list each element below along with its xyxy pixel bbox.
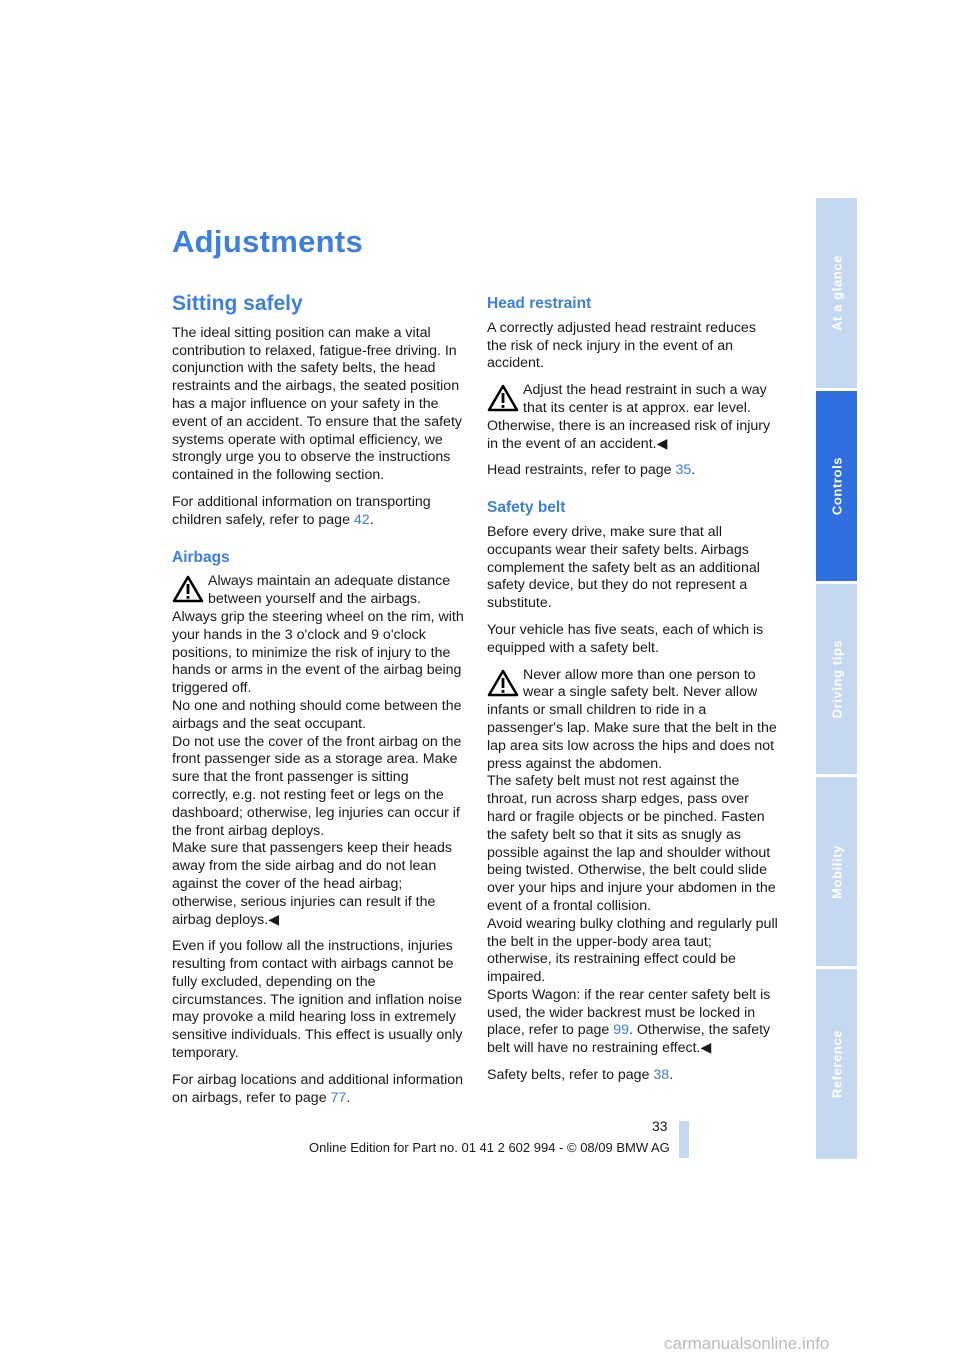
belt-warning-p4: Sports Wagon: if the rear center safety belt is used, the wider backrest must be locked in place, refer to page 99. Otherwise, the safety belt will have no restraining effect.◀ [487,986,771,1057]
page-link-38[interactable]: 38 [653,1067,670,1084]
safety-belt-text-1: Before every drive, make sure that all occupants wear their safety belts. Airbags complement the safety belt as an additional safety device, but they do not represent a substitute. [487,523,760,612]
belt-warning-p1: Never allow more than one person to wear a single safety belt. Never allow infants or small children to ride in a passenger's lap. Make sure that the belt in the lap area sits low across the hips and does not press against the abdomen. [487,666,777,772]
safety-belt-warning [487,667,779,1059]
sitting-intro: The ideal sitting position can make a vital contribution to relaxed, fatigue-free driving. In conjunction with the safety belts, the head restraints and the airbags, the seated position has a major influence on your safety in the event of an accident. To ensure that the safety systems operate with optimal efficiency, we strongly urge you to observe the instructions contained in the following section. [172,324,462,484]
safety-belt-heading: Safety belt [487,499,566,517]
tab-reference[interactable]: Reference [816,969,857,1159]
child-safety-ref: For additional information on transporting children safely, refer to page 42. [172,493,431,528]
belt-warning-p2: The safety belt must not rest against the throat, run across sharp edges, pass over hard or fragile objects or be pinched. Fasten the safety belt so that it sits as snugly as possible against the lap and shoulder without being twisted. Otherwise, the belt could slide over your hips and injure your abdomen in the event of a frontal collision. [487,773,776,914]
airbags-warning-p1: Always maintain an adequate distance between yourself and the airbags. Always grip the steering wheel on the rim, with your hands in the 3 o'clock and 9 o'clock positions, to minimize the risk of injury to the hands or arms in the event of the airbag being triggered off. [172,573,464,697]
warning-icon [487,669,519,697]
sitting-safely-heading: Sitting safely [172,292,303,315]
airbags-warning-p4: Make sure that passengers keep their heads away from the side airbag and do not lean against the cover of the head airbag; otherwise, serious injuries can result if the airbag deploys.◀ [172,840,452,928]
warning-icon [487,384,519,412]
page-link-35[interactable]: 35 [675,462,692,479]
left-column [172,290,464,1116]
page-link-77[interactable]: 77 [330,1089,347,1106]
safety-belt-text-2: Your vehicle has five seats, each of which is equipped with a safety belt. [487,621,764,656]
tab-driving-tips[interactable]: Driving tips [816,584,857,774]
airbag-locations-ref: For airbag locations and additional information on airbags, refer to page 77. [172,1071,464,1106]
watermark: carmanualsonline.info [664,1334,830,1353]
right-column [487,290,779,1094]
head-restraint-ref: Head restraints, refer to page 35. [487,462,696,479]
tab-controls[interactable]: Controls [816,391,857,581]
airbags-warning [172,573,464,929]
page-link-42[interactable]: 42 [353,511,370,528]
belt-warning-p3: Avoid wearing bulky clothing and regularly pull the belt in the upper-body area taut; otherwise, its restraining effect could be impaired. [487,915,778,986]
chapter-tabs [816,198,857,1159]
airbags-warning-p2: No one and nothing should come between the airbags and the seat occupant. [172,697,462,732]
page-number: 33 [652,1118,668,1134]
page-link-99[interactable]: 99 [613,1022,629,1039]
tab-at-a-glance[interactable]: At a glance [816,198,857,388]
head-restraint-text: A correctly adjusted head restraint reduces the risk of neck injury in the event of an accident. [487,319,756,372]
tab-mobility[interactable]: Mobility [816,777,857,966]
footer-edition: Online Edition for Part no. 01 41 2 602 994 - © 08/09 BMW AG [309,1140,670,1155]
airbags-warning-p3: Do not use the cover of the front airbag on the front passenger side as a storage area. Make sure that the front passenger is sitting correctly, e.g. not resting feet or legs on the dashboard; otherwise, leg injuries can occur if the front airbag deploys. [172,733,462,839]
warning-icon [172,575,204,603]
page-title: Adjustments [172,224,364,259]
safety-belts-ref: Safety belts, refer to page 38. [487,1067,674,1084]
head-restraint-warning: Adjust the head restraint in such a way that its center is at approx. ear level. Otherwise, there is an increased risk of injury in the event of an accident.◀ [487,382,771,452]
head-restraint-heading: Head restraint [487,295,592,312]
page-marker [679,1121,689,1158]
airbags-text: Even if you follow all the instructions, injuries resulting from contact with airbags cannot be fully excluded, depending on the circumstances. The ignition and inflation noise may provoke a mild hearing loss in extremely sensitive individuals. This effect is usually only temporary. [172,938,463,1062]
airbags-heading: Airbags [172,548,230,566]
